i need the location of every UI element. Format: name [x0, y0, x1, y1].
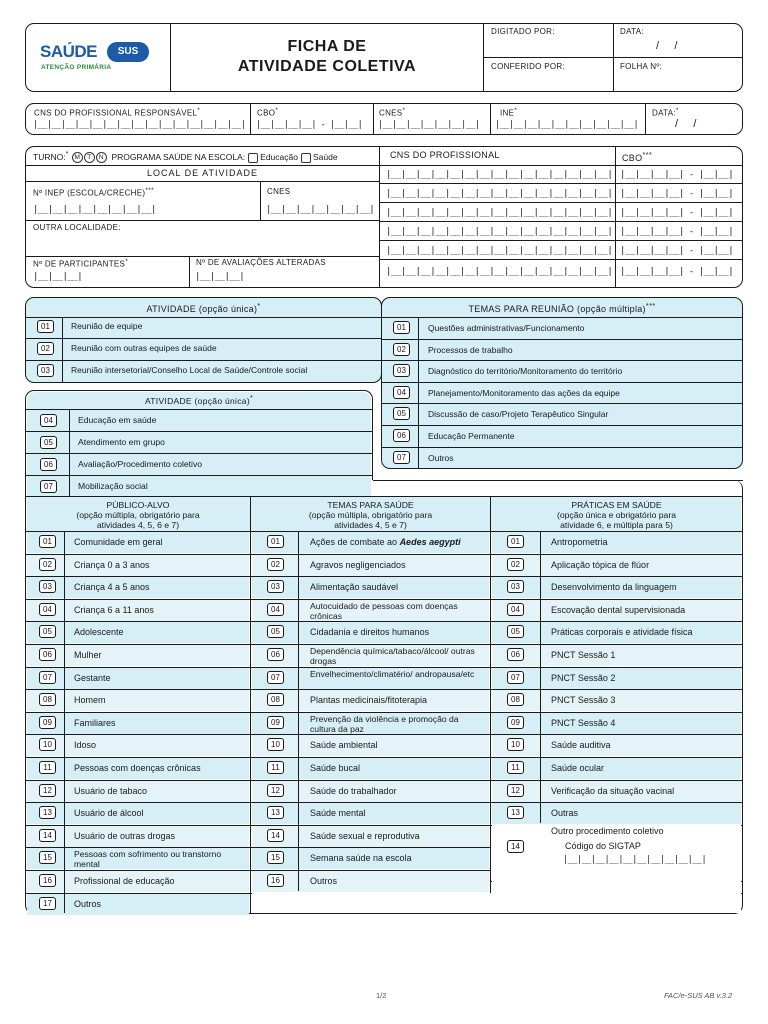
publico-label: Homem — [74, 695, 106, 706]
publico-title: PÚBLICO-ALVO — [106, 500, 170, 510]
atividade1-label: Reunião de equipe — [71, 321, 143, 331]
praticas-label: Práticas corporais e atividade física — [551, 627, 693, 638]
temas-saude-header — [251, 500, 490, 530]
publico-number[interactable]: 11 — [39, 761, 56, 774]
praticas-label: Saúde ocular — [551, 763, 605, 773]
ine-text: INE — [500, 108, 515, 118]
inep-star: *** — [145, 187, 155, 194]
temas-saude-number[interactable]: 01 — [267, 535, 284, 548]
praticas-label: PNCT Sessão 4 — [551, 717, 616, 728]
temas-reuniao-label: Questões administrativas/Funcionamento — [428, 323, 585, 333]
title-line1: FICHA DE — [287, 38, 367, 55]
data2-star: * — [675, 107, 679, 114]
praticas-number[interactable]: 13 — [507, 806, 524, 819]
publico-label: Usuário de tabaco — [74, 785, 148, 796]
atividade1-number[interactable]: 02 — [37, 342, 54, 355]
data-label: DATA: — [620, 27, 644, 36]
publico-number[interactable]: 06 — [39, 648, 56, 661]
praticas-number[interactable]: 11 — [507, 761, 524, 774]
cns-resp-text: CNS DO PROFISSIONAL RESPONSÁVEL — [34, 108, 198, 118]
atividade2-label: Educação em saúde — [78, 415, 157, 425]
praticas-number[interactable]: 07 — [507, 671, 524, 684]
publico-label: Gestante — [74, 672, 111, 683]
temas-saude-title: TEMAS PARA SAÚDE — [327, 500, 414, 510]
temas-reuniao-number[interactable]: 02 — [393, 343, 410, 356]
praticas-label: Verificação da situação vacinal — [551, 785, 675, 796]
publico-number[interactable]: 08 — [39, 693, 56, 706]
cnes-resp-label — [379, 107, 405, 118]
praticas-item-14-number[interactable]: 14 — [507, 840, 524, 853]
publico-number[interactable]: 04 — [39, 603, 56, 616]
atividade2-number[interactable]: 07 — [40, 480, 57, 493]
publico-label: Criança 6 a 11 anos — [74, 604, 154, 615]
temas-saude-number[interactable]: 03 — [267, 580, 284, 593]
cns-prof-input[interactable]: |__|__|__|__|__|__|__|__|__|__|__|__|__|__|__| — [386, 227, 613, 237]
atividade2-title — [26, 394, 372, 406]
praticas-number[interactable]: 03 — [507, 580, 524, 593]
temas-reuniao-number[interactable]: 06 — [393, 429, 410, 442]
turno-n-option[interactable]: N — [96, 152, 107, 163]
temas-saude-number[interactable]: 06 — [267, 648, 284, 661]
temas-reuniao-label: Outros — [428, 452, 454, 463]
praticas-item-14-label: Outro procedimento coletivo — [551, 826, 664, 836]
inep-text: Nº INEP (ESCOLA/CRECHE) — [33, 188, 146, 198]
publico-header — [26, 500, 250, 530]
publico-label: Criança 0 a 3 anos — [74, 559, 150, 570]
praticas-label: PNCT Sessão 2 — [551, 672, 616, 683]
temas-saude-label: Outros — [310, 876, 338, 886]
atividade2-label: Avaliação/Procedimento coletivo — [78, 459, 203, 469]
cns-resp-label — [34, 107, 200, 118]
temas-saude-label: Prevenção da violência e promoção da cultura da paz — [310, 713, 459, 734]
cbo-prof-star: *** — [642, 150, 653, 159]
temas-reuniao-label: Planejamento/Monitoramento das ações da equipe — [428, 387, 620, 398]
cbo-resp-text: CBO — [257, 108, 276, 118]
publico-number[interactable]: 14 — [39, 829, 56, 842]
atividade2-star: * — [249, 394, 254, 402]
praticas-label: PNCT Sessão 1 — [551, 650, 616, 660]
form-title — [172, 37, 482, 77]
temas-saude-label: Semana saúde na escola — [310, 853, 412, 864]
temas-saude-number[interactable]: 09 — [267, 716, 284, 729]
praticas-number[interactable]: 09 — [507, 716, 524, 729]
praticas-number[interactable]: 01 — [507, 535, 524, 548]
title-line2: ATIVIDADE COLETIVA — [237, 58, 417, 75]
publico-label: Mulher — [74, 650, 102, 660]
participantes-input[interactable]: |__|__|__| — [33, 272, 83, 282]
praticas-number[interactable]: 05 — [507, 625, 524, 638]
praticas-number[interactable]: 06 — [507, 648, 524, 661]
publico-number[interactable]: 15 — [39, 851, 56, 864]
temas-saude-number[interactable]: 12 — [267, 784, 284, 797]
local-title: LOCAL DE ATIVIDADE — [146, 168, 259, 178]
cbo-resp-input[interactable]: |__|__|__|__| - |__|__| — [256, 120, 363, 130]
atividade2-number[interactable]: 04 — [40, 414, 57, 427]
inep-input[interactable]: |__|__|__|__|__|__|__|__| — [33, 205, 156, 215]
cns-prof-input[interactable]: |__|__|__|__|__|__|__|__|__|__|__|__|__|__|__| — [386, 189, 613, 199]
cns-prof-input[interactable]: |__|__|__|__|__|__|__|__|__|__|__|__|__|__|__| — [386, 267, 613, 277]
atividade1-number[interactable]: 01 — [37, 320, 54, 333]
publico-label: Pessoas com sofrimento ou transtorno mental — [74, 849, 222, 870]
praticas-label: Desenvolvimento da linguagem — [551, 582, 677, 593]
temas-saude-number[interactable]: 05 — [267, 625, 284, 638]
publico-label: Adolescente — [74, 627, 124, 638]
logo-main: SAÚDE — [40, 42, 98, 61]
cns-prof-input[interactable]: |__|__|__|__|__|__|__|__|__|__|__|__|__|__|__| — [386, 208, 613, 218]
temas-saude-item1-prefix: Ações de combate ao — [310, 537, 400, 547]
publico-label: Outros — [74, 898, 102, 909]
publico-number[interactable]: 10 — [39, 738, 56, 751]
publico-number[interactable]: 02 — [39, 558, 56, 571]
logo-badge — [107, 42, 149, 62]
temas-reuniao-number[interactable]: 03 — [393, 364, 410, 377]
atividade1-title — [26, 301, 381, 314]
temas-saude-label: Cidadania e direitos humanos — [310, 627, 430, 638]
publico-sub1: (opção múltipla, obrigatório para — [76, 510, 200, 520]
temas-reuniao-title-text: TEMAS PARA REUNIÃO (opção múltipla) — [468, 304, 646, 314]
temas-saude-number[interactable]: 13 — [267, 806, 284, 819]
cnes-resp-input[interactable]: |__|__|__|__|__|__|__| — [378, 120, 480, 130]
praticas-label: Antropometria — [551, 537, 608, 547]
conferido-label: CONFERIDO POR: — [491, 62, 565, 71]
temas-saude-sub1: (opção múltipla, obrigatório para — [308, 510, 433, 520]
saude-logo — [40, 42, 155, 78]
atividade2-label: Atendimento em grupo — [78, 437, 165, 447]
cbo-prof-input[interactable]: |__|__|__|__| - |__|__| — [620, 267, 734, 277]
participantes-label — [33, 258, 128, 269]
turno-m-option[interactable]: M — [72, 152, 83, 163]
atividade1-star: * — [257, 301, 261, 310]
praticas-label: PNCT Sessão 3 — [551, 695, 616, 706]
temas-saude-label: Alimentação saudável — [310, 582, 399, 593]
temas-reuniao-label: Educação Permanente — [428, 431, 515, 441]
publico-label: Criança 4 a 5 anos — [74, 582, 150, 593]
ine-star: * — [514, 107, 518, 114]
publico-sub2: atividades 4, 5, 6 e 7) — [96, 520, 180, 530]
cbo-prof-title — [622, 150, 652, 163]
folha-label: FOLHA Nº: — [620, 62, 663, 71]
temas-saude-label: Saúde ambiental — [310, 740, 378, 751]
turno-star: * — [65, 150, 69, 158]
temas-reuniao-title — [382, 301, 742, 314]
publico-number[interactable]: 12 — [39, 784, 56, 797]
publico-label: Comunidade em geral — [74, 537, 163, 547]
temas-saude-number[interactable]: 10 — [267, 738, 284, 751]
publico-label: Usuário de outras drogas — [74, 830, 176, 841]
temas-saude-label: Dependência química/tabaco/álcool/ outras drogas — [310, 646, 475, 666]
praticas-sub1: (opção única e obrigatório para — [557, 510, 676, 520]
logo-sub: ATENÇÃO PRIMÁRIA — [41, 64, 112, 71]
atividade2-title-text: ATIVIDADE (opção única) — [144, 395, 250, 406]
temas-saude-item1-label — [310, 537, 461, 547]
atividade1-title-text: ATIVIDADE (opção única) — [146, 304, 258, 314]
praticas-header — [491, 500, 742, 530]
cbo-prof-input[interactable]: |__|__|__|__| - |__|__| — [620, 170, 734, 180]
educacao-label: Educação — [260, 151, 298, 162]
publico-label: Pessoas com doenças crônicas — [74, 763, 201, 773]
publico-label: Profissional de educação — [74, 876, 175, 886]
temas-reuniao-number[interactable]: 04 — [393, 386, 410, 399]
data2-label — [652, 107, 679, 118]
publico-number[interactable]: 17 — [39, 897, 56, 910]
publico-number[interactable]: 01 — [39, 535, 56, 548]
local-cnes-label: CNES — [267, 187, 291, 196]
cns-resp-input[interactable]: |__|__|__|__|__|__|__|__|__|__|__|__|__|__|__| — [33, 120, 246, 130]
pse-label: PROGRAMA SAÚDE NA ESCOLA: — [111, 151, 246, 162]
ine-label — [500, 107, 517, 118]
temas-saude-label: Saúde do trabalhador — [310, 785, 397, 796]
cns-prof-input[interactable]: |__|__|__|__|__|__|__|__|__|__|__|__|__|__|__| — [386, 246, 613, 256]
cbo-resp-star: * — [275, 107, 279, 114]
participantes-star: * — [125, 258, 129, 265]
temas-saude-number[interactable]: 15 — [267, 851, 284, 864]
temas-reuniao-number[interactable]: 07 — [393, 451, 410, 464]
temas-reuniao-number[interactable]: 01 — [393, 321, 410, 334]
praticas-label: Escovação dental supervisionada — [551, 604, 686, 615]
temas-reuniao-label: Diagnóstico do território/Monitoramento do território — [428, 366, 623, 377]
turno-t-option[interactable]: T — [84, 152, 95, 163]
temas-saude-number[interactable]: 02 — [267, 558, 284, 571]
publico-number[interactable]: 09 — [39, 716, 56, 729]
temas-saude-number[interactable]: 11 — [267, 761, 284, 774]
cnes-resp-text: CNES — [379, 108, 403, 118]
temas-saude-number[interactable]: 08 — [267, 693, 284, 706]
cbo-resp-label — [257, 107, 278, 118]
temas-saude-label: Autocuidado de pessoas com doenças crônicas — [310, 600, 458, 621]
temas-saude-label: Saúde bucal — [310, 763, 361, 773]
cbo-prof-text: CBO — [622, 153, 643, 163]
version-label: FAC/e-SUS AB v.3.2 — [664, 991, 733, 1000]
atividade1-label: Reunião intersetorial/Conselho Local de Saúde/Controle social — [71, 365, 308, 375]
temas-saude-number[interactable]: 14 — [267, 829, 284, 842]
ine-input[interactable]: |__|__|__|__|__|__|__|__|__|__| — [495, 120, 639, 130]
temas-saude-label: Saúde mental — [310, 808, 366, 819]
cbo-prof-input[interactable]: |__|__|__|__| - |__|__| — [620, 189, 734, 199]
temas-saude-sub2: atividades 4, 5 e 7) — [334, 520, 407, 530]
cbo-prof-input[interactable]: |__|__|__|__| - |__|__| — [620, 246, 734, 256]
praticas-label: Outras — [551, 808, 579, 819]
atividade2-number[interactable]: 05 — [40, 436, 57, 449]
praticas-label: Saúde auditiva — [551, 740, 611, 751]
turno-label: TURNO: — [33, 151, 66, 162]
temas-saude-label: Agravos negligenciados — [310, 559, 406, 570]
cnes-resp-star: * — [402, 107, 406, 114]
cns-prof-input[interactable]: |__|__|__|__|__|__|__|__|__|__|__|__|__|__|__| — [386, 170, 613, 180]
data-date-field[interactable]: / / — [656, 40, 678, 52]
data2-text: DATA: — [652, 108, 676, 118]
publico-number[interactable]: 07 — [39, 671, 56, 684]
temas-saude-number[interactable]: 07 — [267, 671, 284, 684]
atividade1-number[interactable]: 03 — [37, 364, 54, 377]
praticas-title: PRÁTICAS EM SAÚDE — [571, 500, 662, 510]
cns-prof-title: CNS DO PROFISSIONAL — [390, 150, 500, 160]
saude-checkbox[interactable] — [301, 153, 311, 163]
publico-label: Idoso — [74, 740, 97, 751]
publico-number[interactable]: 05 — [39, 625, 56, 638]
atividade1-label: Reunião com outras equipes de saúde — [71, 343, 217, 353]
praticas-number[interactable]: 12 — [507, 784, 524, 797]
temas-saude-label: Plantas medicinais/fitoterapia — [310, 695, 428, 706]
publico-label: Usuário de álcool — [74, 808, 144, 819]
temas-reuniao-number[interactable]: 05 — [393, 407, 410, 420]
outra-localidade-label[interactable]: OUTRA LOCALIDADE: — [33, 223, 121, 232]
cbo-prof-input[interactable]: |__|__|__|__| - |__|__| — [620, 227, 734, 237]
saude-label: Saúde — [312, 151, 338, 162]
publico-number[interactable]: 13 — [39, 806, 56, 819]
praticas-number[interactable]: 04 — [507, 603, 524, 616]
sigtap-label: Código do SIGTAP — [565, 841, 641, 851]
cbo-prof-input[interactable]: |__|__|__|__| - |__|__| — [620, 208, 734, 218]
temas-saude-number[interactable]: 04 — [267, 603, 284, 616]
digitado-label: DIGITADO POR: — [491, 27, 555, 36]
temas-saude-item1-em: Aedes aegypti — [399, 537, 461, 547]
avaliacoes-input[interactable]: |__|__|__| — [195, 272, 245, 282]
logo-badge-text: SUS — [117, 46, 139, 57]
educacao-checkbox[interactable] — [248, 153, 258, 163]
avaliacoes-label: Nº DE AVALIAÇÕES ALTERADAS — [196, 258, 326, 267]
publico-label: Familiares — [74, 717, 116, 728]
praticas-sub2: atividade 6, e múltipla para 5) — [560, 520, 673, 530]
temas-saude-label: Envelhecimento/climatério/ andropausa/etc — [310, 668, 475, 679]
page-number: 1/2 — [376, 991, 387, 1000]
turno-row — [33, 150, 338, 163]
temas-reuniao-star: *** — [645, 301, 656, 310]
data2-field[interactable]: / / — [675, 118, 697, 130]
publico-number[interactable]: 16 — [39, 874, 56, 887]
sigtap-input[interactable]: |__|__|__|__|__|__|__|__|__|__| — [563, 855, 707, 865]
praticas-label: Aplicação tópica de flúor — [551, 559, 650, 570]
publico-number[interactable]: 03 — [39, 580, 56, 593]
participantes-text: Nº DE PARTICIPANTES — [33, 259, 126, 269]
cns-resp-star: * — [197, 107, 201, 114]
temas-saude-number[interactable]: 16 — [267, 874, 284, 887]
praticas-number[interactable]: 10 — [507, 738, 524, 751]
temas-reuniao-label: Discussão de caso/Projeto Terapêutico Singular — [428, 409, 609, 420]
inep-label — [33, 187, 154, 198]
atividade2-number[interactable]: 06 — [40, 458, 57, 471]
praticas-number[interactable]: 02 — [507, 558, 524, 571]
temas-saude-label: Saúde sexual e reprodutiva — [310, 830, 420, 841]
atividade2-label: Mobilização social — [78, 481, 148, 491]
praticas-number[interactable]: 08 — [507, 693, 524, 706]
temas-reuniao-label: Processos de trabalho — [428, 344, 513, 355]
local-cnes-input[interactable]: |__|__|__|__|__|__|__| — [266, 205, 375, 215]
